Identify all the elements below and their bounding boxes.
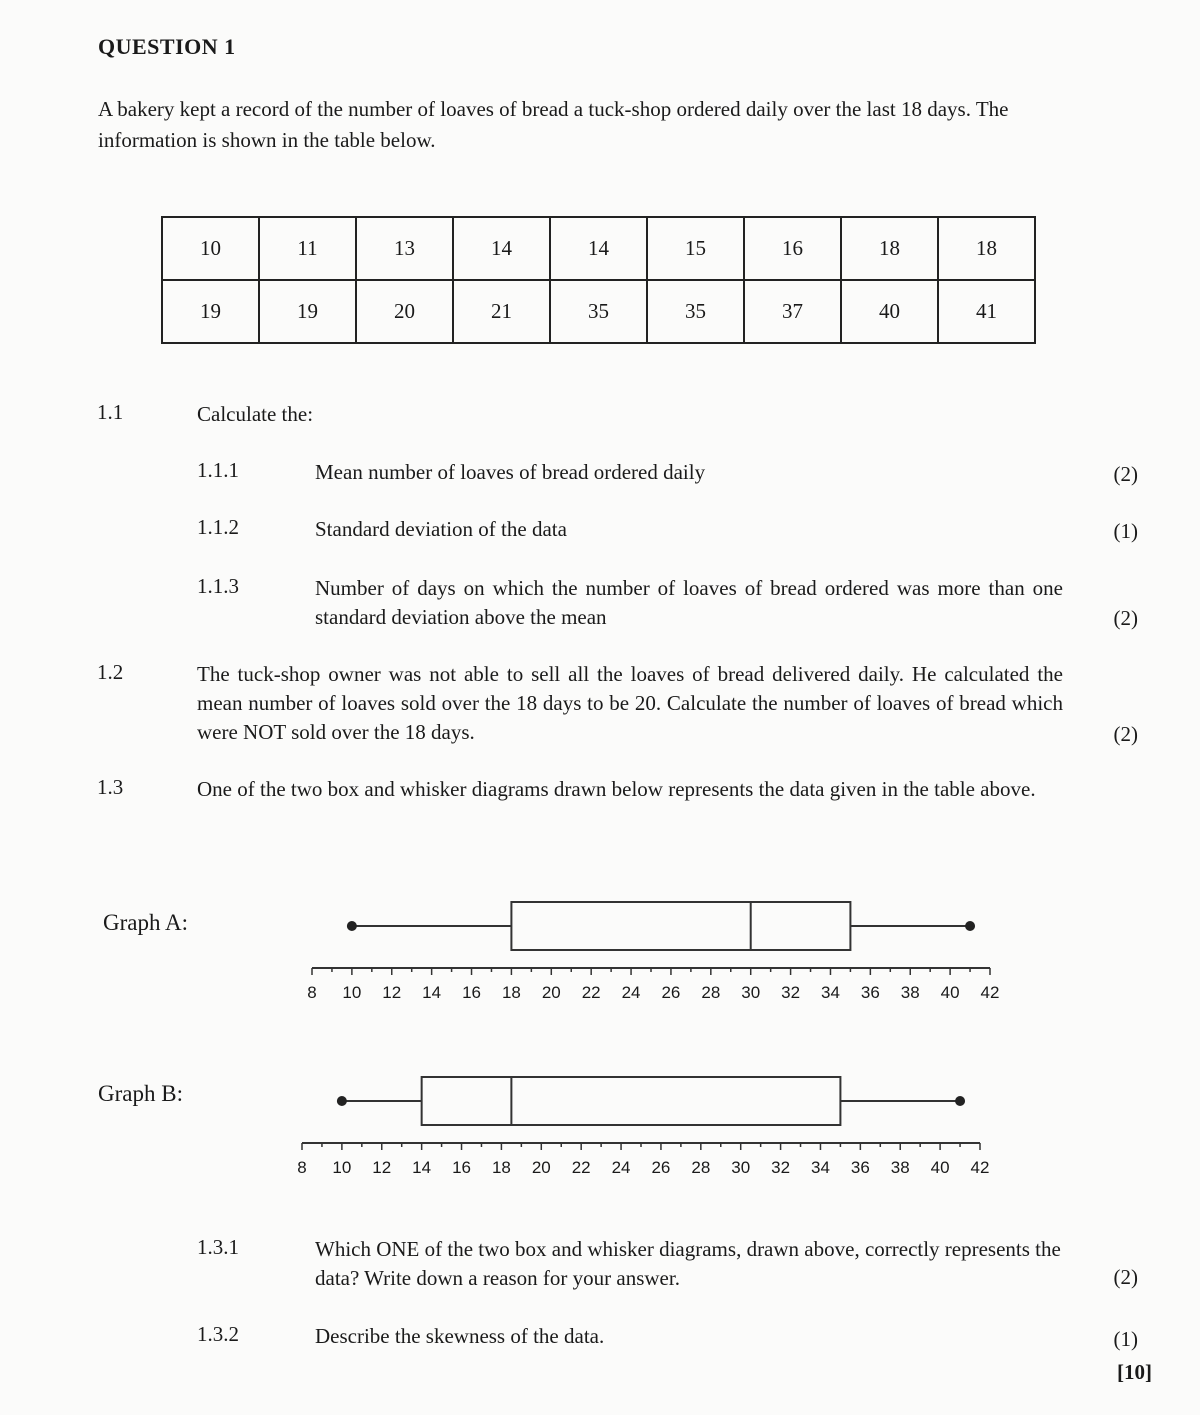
tick-label: 14 <box>412 1158 432 1177</box>
tick-label: 26 <box>661 983 681 1002</box>
tick-label: 18 <box>491 1158 511 1177</box>
question-text: One of the two box and whisker diagrams drawn below represents the data given in the table above. <box>197 777 1036 801</box>
tick-label: 36 <box>860 983 880 1002</box>
tick-label: 42 <box>970 1158 990 1177</box>
tick-label: 30 <box>731 1158 751 1177</box>
data-table <box>161 216 1036 344</box>
intro-paragraph: A bakery kept a record of the number of loaves of bread a tuck-shop ordered daily over the last 18 days. The information is shown in the table below. <box>98 97 1009 152</box>
marks-label: (2) <box>1113 722 1138 746</box>
table-cell: 15 <box>647 217 744 280</box>
question-text: The tuck-shop owner was not able to sell all the loaves of bread delivered daily. He calculated the mean number of loaves sold over the 18 days to be 20. Calculate the number of loaves of bread which were NOT sold over the 18 days. <box>197 662 1063 744</box>
tick-label: 8 <box>297 1158 307 1177</box>
tick-label: 40 <box>940 983 960 1002</box>
tick-label: 40 <box>930 1158 950 1177</box>
tick-label: 14 <box>422 983 442 1002</box>
table-cell: 14 <box>453 217 550 280</box>
tick-label: 10 <box>332 1158 352 1177</box>
subquestion-number: 1.1.2 <box>197 515 239 539</box>
tick-label: 18 <box>501 983 521 1002</box>
tick-label: 8 <box>307 983 317 1002</box>
table-row <box>162 280 1035 343</box>
table-cell: 13 <box>356 217 453 280</box>
question-number: 1.2 <box>97 660 124 684</box>
tick-label: 38 <box>900 983 920 1002</box>
table-cell: 37 <box>744 280 841 343</box>
table-cell: 10 <box>162 217 259 280</box>
graph-a-label: Graph A: <box>103 910 188 935</box>
table-cell: 20 <box>356 280 453 343</box>
tick-label: 32 <box>781 983 801 1002</box>
box-iqr <box>511 902 850 950</box>
table-cell: 21 <box>453 280 550 343</box>
question-number: 1.3 <box>97 775 124 799</box>
tick-label: 16 <box>452 1158 471 1177</box>
table-cell: 35 <box>550 280 647 343</box>
marks-label: (2) <box>1113 606 1138 630</box>
marks-label: (2) <box>1113 462 1138 486</box>
table-cell: 41 <box>938 280 1035 343</box>
question-text: Calculate the: <box>197 402 314 426</box>
min-point <box>347 921 357 931</box>
marks-label: (2) <box>1113 1265 1138 1289</box>
subquestion-text: Mean number of loaves of bread ordered daily <box>315 460 706 484</box>
subquestion-text: Number of days on which the number of loaves of bread ordered was more than one standard deviation above the mean <box>315 576 1063 629</box>
table-cell: 14 <box>550 217 647 280</box>
tick-label: 42 <box>980 983 1000 1002</box>
table-cell: 18 <box>841 217 938 280</box>
tick-label: 16 <box>462 983 481 1002</box>
max-point <box>965 921 975 931</box>
marks-label: (1) <box>1113 1327 1138 1351</box>
subquestion-number: 1.1.1 <box>197 458 239 482</box>
tick-label: 34 <box>811 1158 830 1177</box>
tick-label: 24 <box>611 1158 631 1177</box>
table-cell: 11 <box>259 217 356 280</box>
tick-label: 22 <box>581 983 601 1002</box>
table-row <box>162 217 1035 280</box>
total-marks: [10] <box>1117 1360 1152 1384</box>
tick-label: 12 <box>382 983 402 1002</box>
table-cell: 19 <box>259 280 356 343</box>
box-iqr <box>422 1077 841 1125</box>
tick-label: 28 <box>701 983 721 1002</box>
question-number: 1.1 <box>97 400 124 424</box>
max-point <box>955 1096 965 1106</box>
subquestion-text: Standard deviation of the data <box>315 517 567 541</box>
tick-label: 10 <box>342 983 362 1002</box>
question-title: QUESTION 1 <box>98 34 236 59</box>
subquestion-number: 1.3.2 <box>197 1322 239 1346</box>
subquestion-number: 1.1.3 <box>197 574 239 598</box>
tick-label: 24 <box>621 983 641 1002</box>
marks-label: (1) <box>1113 519 1138 543</box>
subquestion-text: Which ONE of the two box and whisker diagrams, drawn above, correctly represents the data? Write down a reason for your answer. <box>315 1237 1061 1290</box>
tick-label: 28 <box>691 1158 711 1177</box>
tick-label: 34 <box>821 983 840 1002</box>
tick-label: 20 <box>531 1158 551 1177</box>
tick-label: 22 <box>571 1158 591 1177</box>
table-cell: 40 <box>841 280 938 343</box>
tick-label: 12 <box>372 1158 392 1177</box>
tick-label: 32 <box>771 1158 791 1177</box>
table-cell: 16 <box>744 217 841 280</box>
subquestion-text: Describe the skewness of the data. <box>315 1324 605 1348</box>
tick-label: 26 <box>651 1158 671 1177</box>
min-point <box>337 1096 347 1106</box>
subquestion-number: 1.3.1 <box>197 1235 239 1259</box>
tick-label: 38 <box>890 1158 910 1177</box>
tick-label: 30 <box>741 983 761 1002</box>
tick-label: 20 <box>541 983 561 1002</box>
table-cell: 19 <box>162 280 259 343</box>
table-cell: 18 <box>938 217 1035 280</box>
table-cell: 35 <box>647 280 744 343</box>
graph-b-label: Graph B: <box>98 1081 183 1106</box>
graph-b-boxplot <box>280 1055 1010 1195</box>
graph-a-boxplot <box>290 880 1020 1020</box>
tick-label: 36 <box>850 1158 870 1177</box>
